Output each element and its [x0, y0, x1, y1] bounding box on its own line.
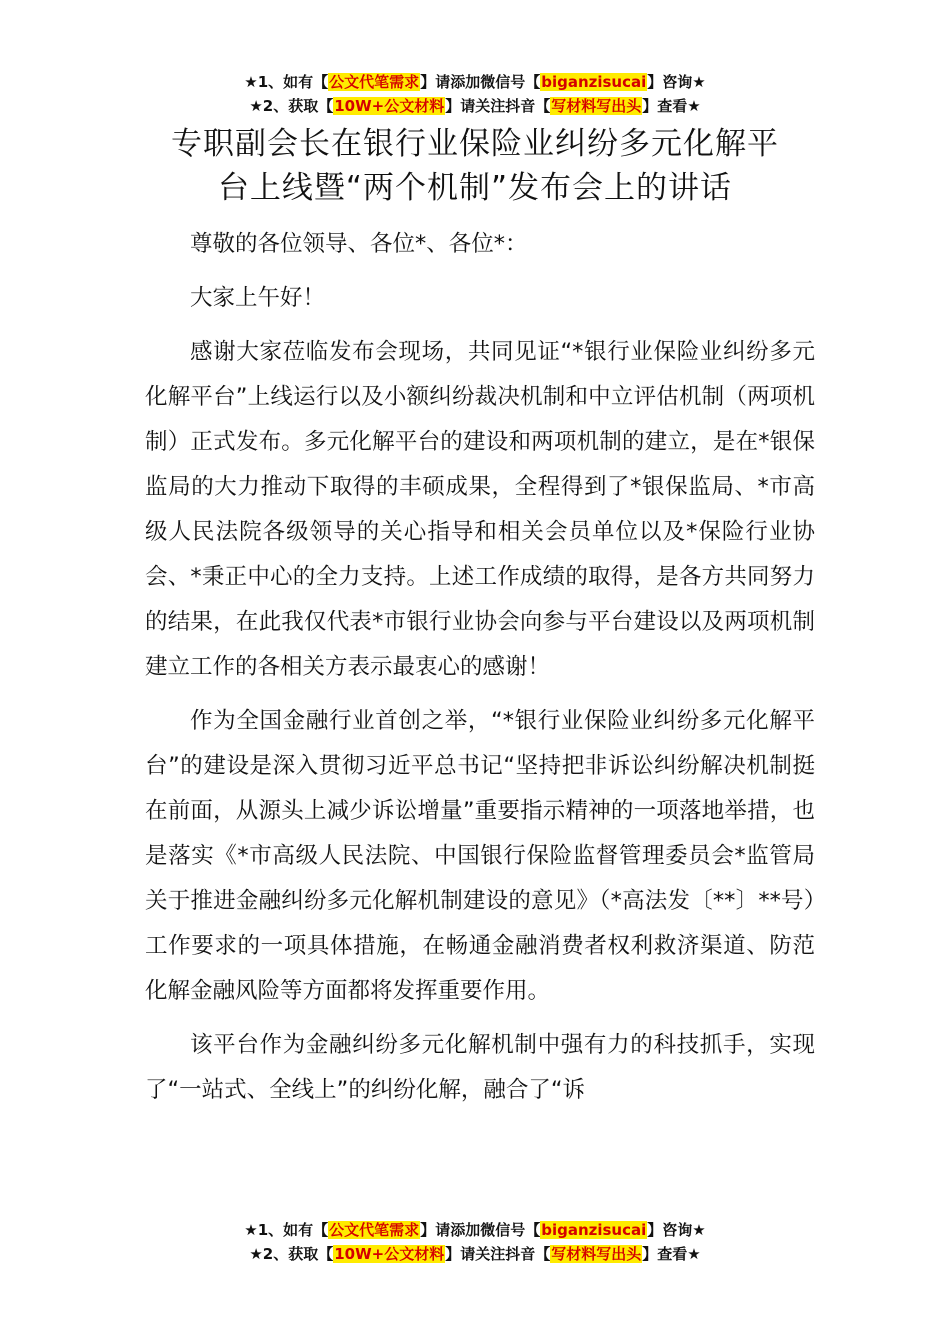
- highlight-materials: 10W+公文材料: [334, 97, 445, 115]
- body-paragraph: 该平台作为金融纠纷多元化解机制中强有力的科技抓手，实现了“一站式、全线上”的纠纷化解，融合了“诉: [145, 1032, 815, 1103]
- highlight-service: 公文代笔需求: [329, 73, 420, 91]
- highlight-materials: 10W+公文材料: [334, 1245, 445, 1263]
- highlight-wechat-id: biganzisucai: [541, 1221, 647, 1239]
- highlight-douyin: 写材料写出头: [551, 1245, 642, 1263]
- banner-line-1: ★1、如有【公文代笔需求】请添加微信号【biganzisucai】咨询★: [244, 73, 706, 91]
- document-body: [145, 222, 815, 1122]
- banner-line-2: ★2、获取【10W+公文材料】请关注抖音【写材料写出头】查看★: [249, 97, 701, 115]
- greeting: 大家上午好！: [190, 285, 326, 311]
- salutation: 尊敬的各位领导、各位*、各位*：: [190, 231, 528, 257]
- header-banner: [0, 70, 950, 118]
- footer-banner: [0, 1218, 950, 1266]
- body-paragraph: 感谢大家莅临发布会现场，共同见证“*银行业保险业纠纷多元化解平台”上线运行以及小额纠纷裁决机制和中立评估机制（两项机制）正式发布。多元化解平台的建设和两项机制的建立，是在*银保监局的大力推动下取得的丰硕成果，全程得到了*银保监局、*市高级人民法院各级领导的关心指导和相关会员单位以及*保险行业协会、*秉正中心的全力支持。上述工作成绩的取得，是各方共同努力的结果，在此我仅代表*市银行业协会向参与平台建设以及两项机制建立工作的各相关方表示最衷心的感谢！: [145, 339, 815, 680]
- highlight-wechat-id: biganzisucai: [541, 73, 647, 91]
- highlight-service: 公文代笔需求: [329, 1221, 420, 1239]
- body-paragraph: 作为全国金融行业首创之举，“*银行业保险业纠纷多元化解平台”的建设是深入贯彻习近平总书记“坚持把非诉讼纠纷解决机制挺在前面，从源头上减少诉讼增量”重要指示精神的一项落地举措，也是落实《*市高级人民法院、中国银行保险监督管理委员会*监管局关于推进金融纠纷多元化解机制建设的意见》（*高法发〔**〕**号）工作要求的一项具体措施，在畅通金融消费者权利救济渠道、防范化解金融风险等方面都将发挥重要作用。: [145, 708, 815, 1004]
- highlight-douyin: 写材料写出头: [551, 97, 642, 115]
- banner-line-1: ★1、如有【公文代笔需求】请添加微信号【biganzisucai】咨询★: [244, 1221, 706, 1239]
- banner-line-2: ★2、获取【10W+公文材料】请关注抖音【写材料写出头】查看★: [249, 1245, 701, 1263]
- title-line-1: 专职副会长在银行业保险业纠纷多元化解平: [171, 126, 779, 162]
- document-title: [140, 122, 810, 210]
- title-line-2: 台上线暨“两个机制”发布会上的讲话: [217, 170, 733, 206]
